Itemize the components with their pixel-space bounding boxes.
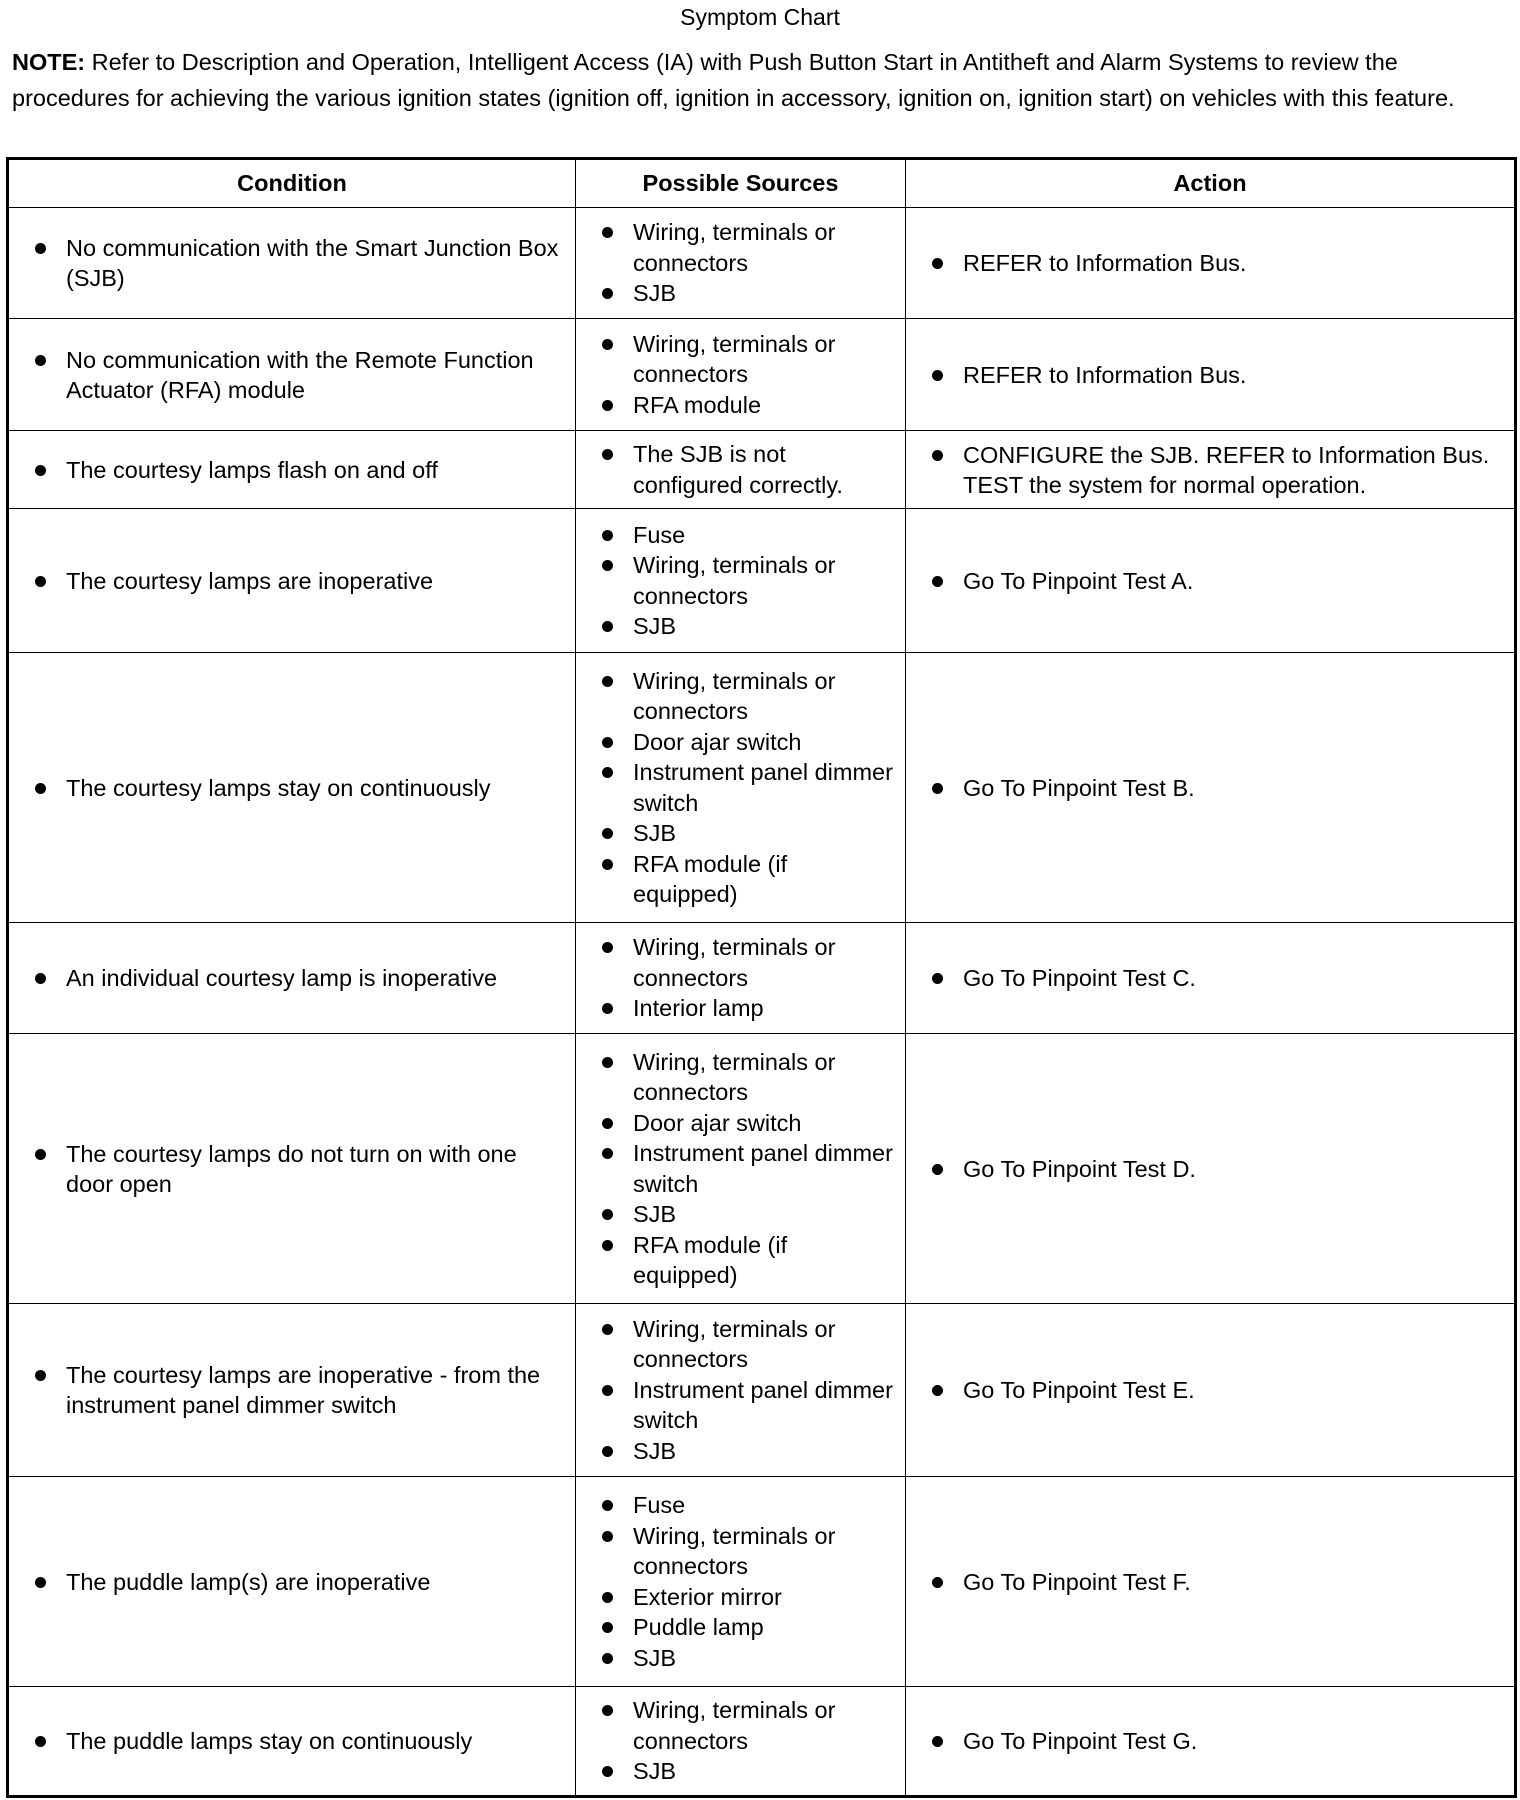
source-item: Instrument panel dimmer switch [576, 757, 905, 818]
condition-text: The courtesy lamps flash on and off [9, 455, 575, 485]
condition-cell [8, 1687, 576, 1797]
header-condition: Condition [8, 159, 576, 208]
action-cell [906, 431, 1516, 509]
header-possible-sources: Possible Sources [576, 159, 906, 208]
table-row [8, 923, 1516, 1034]
action-cell [906, 1034, 1516, 1304]
source-item: SJB [576, 611, 905, 642]
source-item: Wiring, terminals or connectors [576, 666, 905, 727]
source-item: Door ajar switch [576, 1108, 905, 1139]
source-item: Wiring, terminals or connectors [576, 932, 905, 993]
symptom-table [6, 157, 1517, 1798]
action-cell [906, 1304, 1516, 1477]
condition-text: The courtesy lamps stay on continuously [9, 773, 575, 803]
note-label: NOTE: [12, 49, 86, 75]
action-text: Go To Pinpoint Test E. [906, 1375, 1514, 1405]
source-item: SJB [576, 1199, 905, 1230]
sources-cell [576, 653, 906, 923]
action-cell [906, 653, 1516, 923]
action-text: Go To Pinpoint Test F. [906, 1567, 1514, 1597]
condition-text: The courtesy lamps are inoperative - from the instrument panel dimmer switch [9, 1360, 575, 1420]
source-item: RFA module (if equipped) [576, 1230, 905, 1291]
condition-cell [8, 1304, 576, 1477]
action-text: REFER to Information Bus. [906, 248, 1514, 278]
source-item: Puddle lamp [576, 1612, 905, 1643]
sources-cell [576, 1034, 906, 1304]
sources-cell [576, 431, 906, 509]
condition-cell [8, 431, 576, 509]
sources-cell [576, 319, 906, 431]
table-row [8, 653, 1516, 923]
action-text: Go To Pinpoint Test A. [906, 566, 1514, 596]
condition-text: No communication with the Remote Function Actuator (RFA) module [9, 345, 575, 405]
source-item: Door ajar switch [576, 727, 905, 758]
condition-text: No communication with the Smart Junction Box (SJB) [9, 233, 575, 293]
sources-cell [576, 1477, 906, 1687]
source-item: Wiring, terminals or connectors [576, 1521, 905, 1582]
condition-text: An individual courtesy lamp is inoperative [9, 963, 575, 993]
action-cell [906, 509, 1516, 653]
document-title: Symptom Chart [680, 4, 840, 30]
condition-cell [8, 509, 576, 653]
table-row [8, 1477, 1516, 1687]
source-item: SJB [576, 1436, 905, 1467]
action-text: REFER to Information Bus. [906, 360, 1514, 390]
header-action: Action [906, 159, 1516, 208]
sources-cell [576, 1304, 906, 1477]
source-item: Fuse [576, 520, 905, 551]
note-text: Refer to Description and Operation, Intelligent Access (IA) with Push Button Start in Antitheft and Alarm Systems to review the procedures for achieving the various ignition states (ignition off, ignition in accessory, ignition on, ignition start) on vehicles with this feature. [12, 49, 1455, 111]
source-item: RFA module [576, 390, 905, 421]
sources-cell [576, 923, 906, 1034]
source-item: Wiring, terminals or connectors [576, 1695, 905, 1756]
action-text: Go To Pinpoint Test D. [906, 1154, 1514, 1184]
sources-cell [576, 1687, 906, 1797]
action-text: Go To Pinpoint Test C. [906, 963, 1514, 993]
condition-text: The puddle lamps stay on continuously [9, 1726, 575, 1756]
source-item: Wiring, terminals or connectors [576, 1047, 905, 1108]
action-cell [906, 923, 1516, 1034]
table-header-row [8, 159, 1516, 208]
sources-cell [576, 208, 906, 319]
table-row [8, 1304, 1516, 1477]
condition-cell [8, 208, 576, 319]
condition-cell [8, 923, 576, 1034]
action-cell [906, 1477, 1516, 1687]
source-item: Interior lamp [576, 993, 905, 1024]
sources-cell [576, 509, 906, 653]
source-item: The SJB is not configured correctly. [576, 439, 905, 500]
condition-text: The courtesy lamps are inoperative [9, 566, 575, 596]
table-row [8, 208, 1516, 319]
source-item: RFA module (if equipped) [576, 849, 905, 910]
source-item: SJB [576, 1643, 905, 1674]
table-row [8, 319, 1516, 431]
source-item: SJB [576, 1756, 905, 1787]
note-paragraph [12, 44, 1507, 116]
condition-cell [8, 653, 576, 923]
condition-cell [8, 1477, 576, 1687]
table-row [8, 1687, 1516, 1797]
action-cell [906, 1687, 1516, 1797]
source-item: Wiring, terminals or connectors [576, 217, 905, 278]
condition-text: The puddle lamp(s) are inoperative [9, 1567, 575, 1597]
source-item: Wiring, terminals or connectors [576, 550, 905, 611]
source-item: Wiring, terminals or connectors [576, 329, 905, 390]
source-item: SJB [576, 818, 905, 849]
source-item: Instrument panel dimmer switch [576, 1138, 905, 1199]
action-cell [906, 208, 1516, 319]
table-row [8, 431, 1516, 509]
condition-cell [8, 1034, 576, 1304]
condition-cell [8, 319, 576, 431]
table-row [8, 509, 1516, 653]
source-item: Instrument panel dimmer switch [576, 1375, 905, 1436]
source-item: SJB [576, 278, 905, 309]
source-item: Exterior mirror [576, 1582, 905, 1613]
table-row [8, 1034, 1516, 1304]
condition-text: The courtesy lamps do not turn on with one door open [9, 1139, 575, 1199]
action-text: Go To Pinpoint Test B. [906, 773, 1514, 803]
source-item: Fuse [576, 1490, 905, 1521]
source-item: Wiring, terminals or connectors [576, 1314, 905, 1375]
action-text: Go To Pinpoint Test G. [906, 1726, 1514, 1756]
action-cell [906, 319, 1516, 431]
action-text: CONFIGURE the SJB. REFER to Information Bus. TEST the system for normal operation. [906, 440, 1514, 500]
